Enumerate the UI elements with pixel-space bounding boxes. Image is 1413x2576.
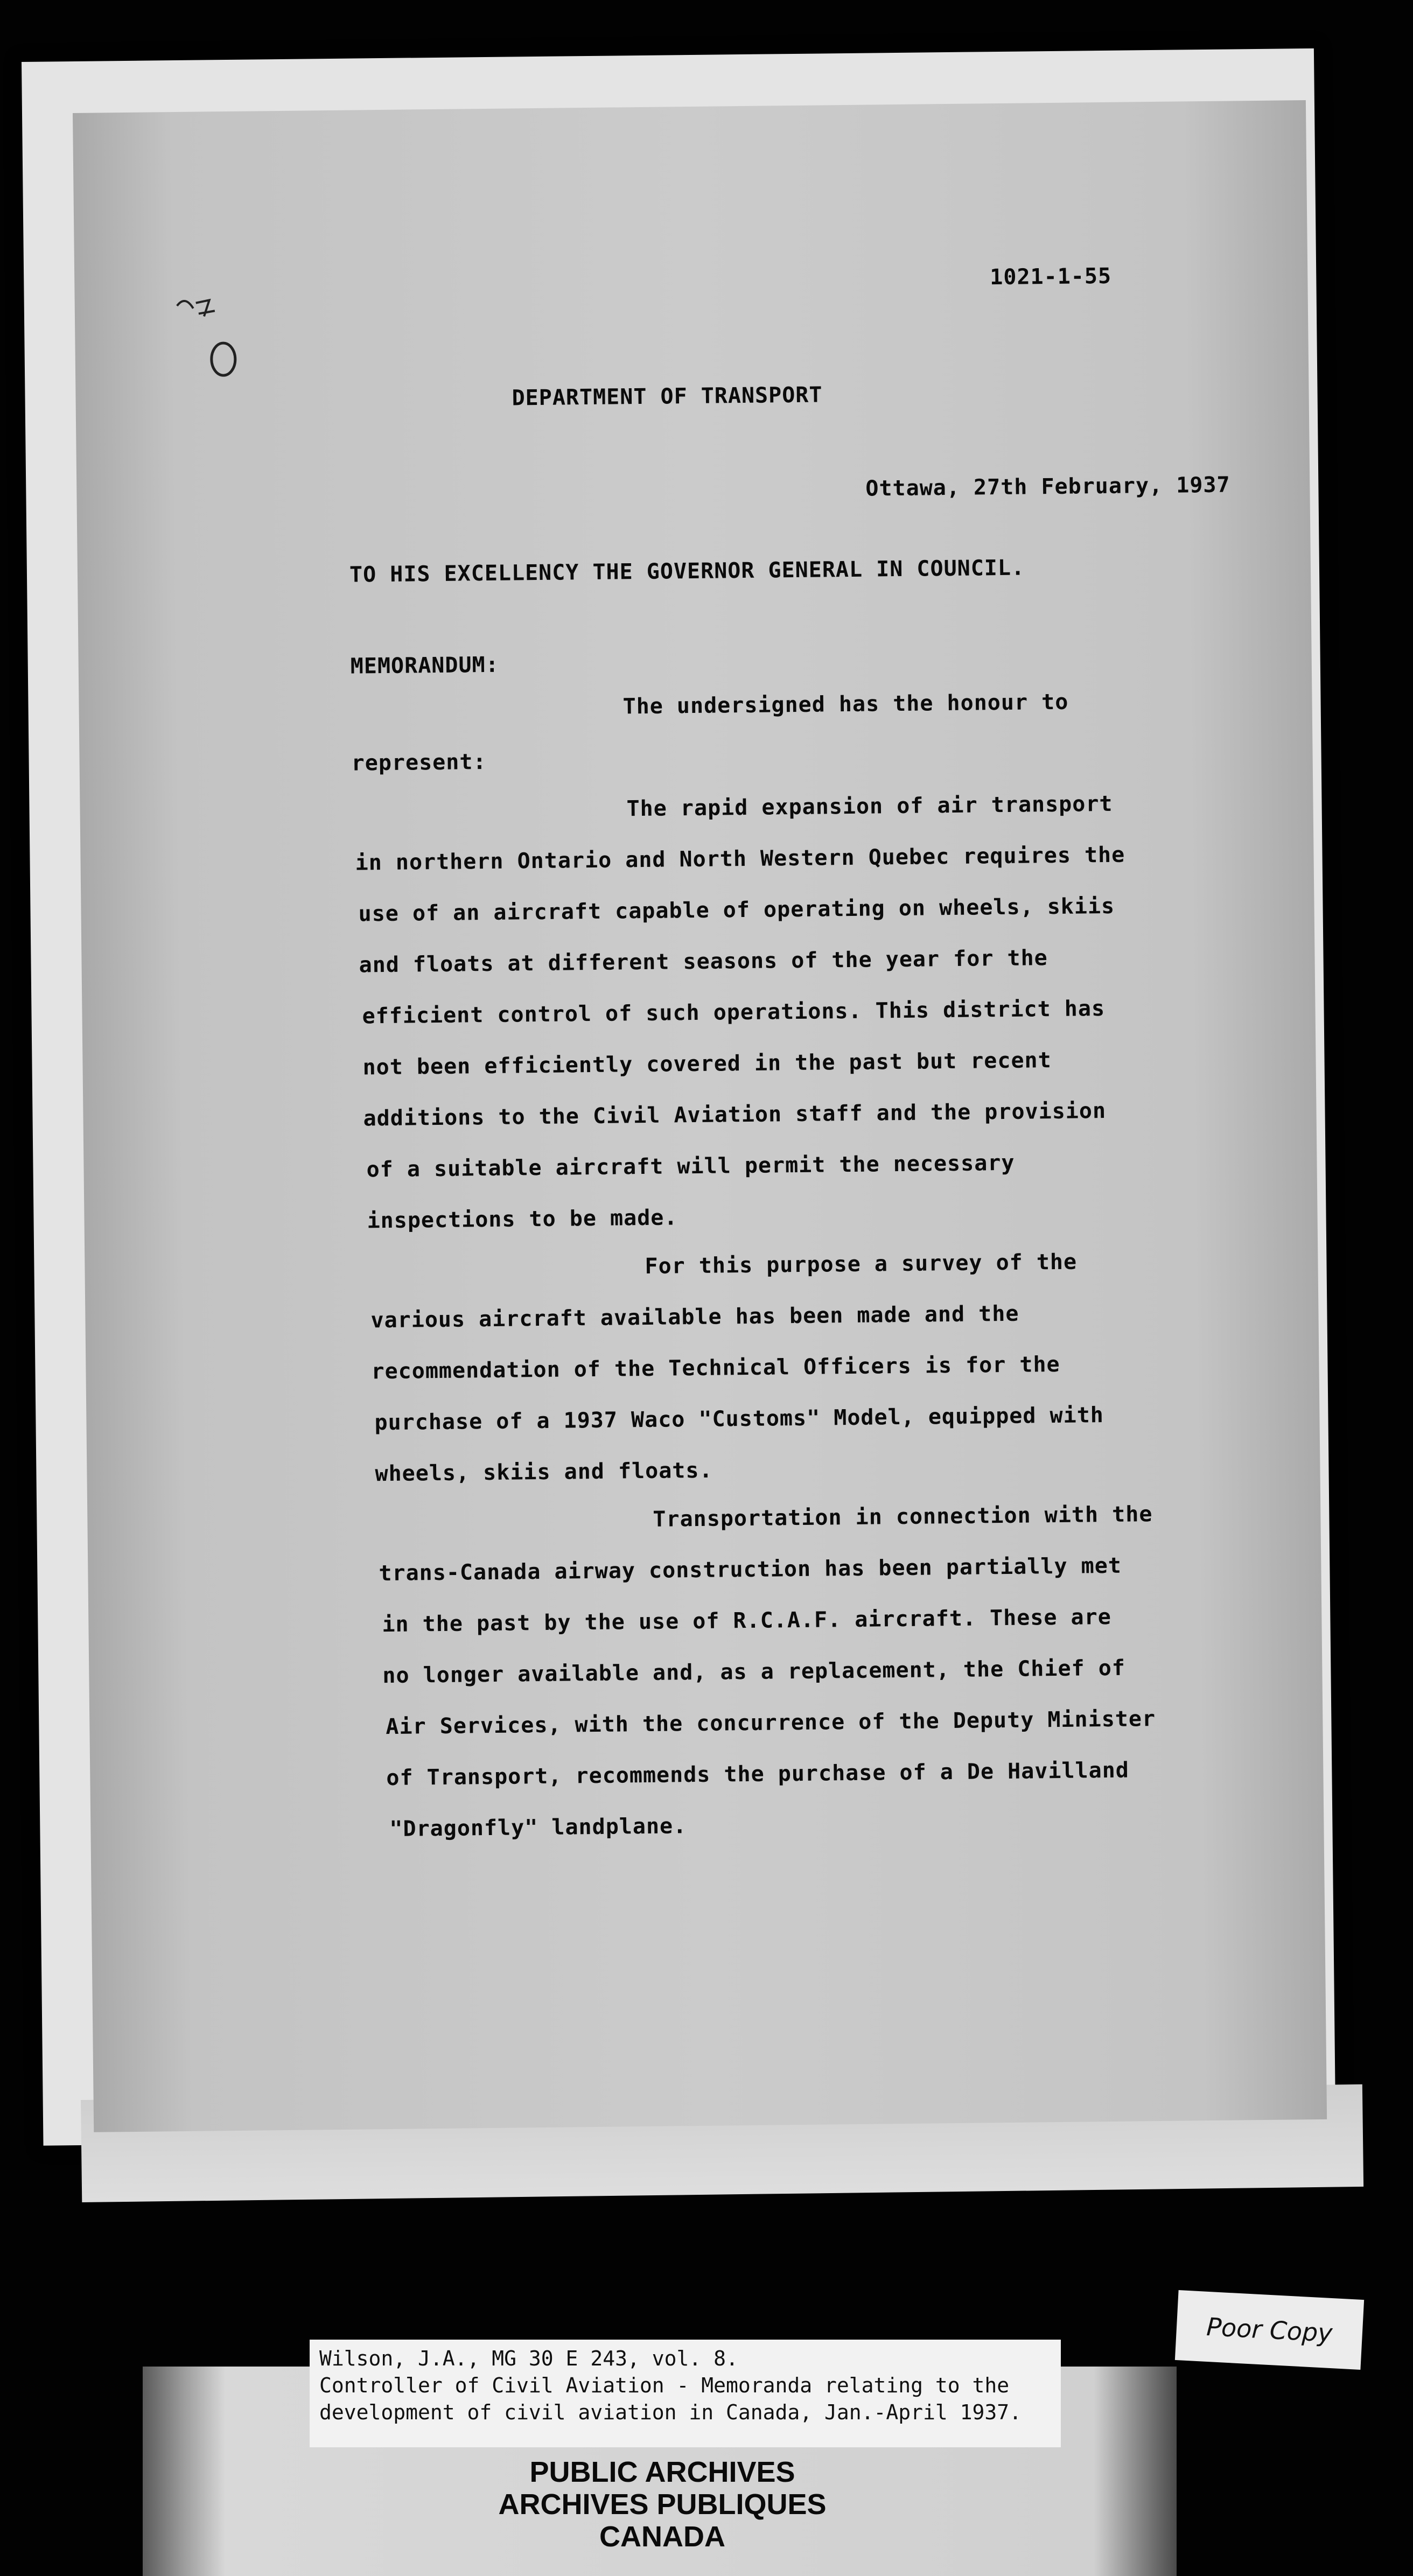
addressee-line: TO HIS EXCELLENCY THE GOVERNOR GENERAL IN COUNCIL. — [349, 555, 1025, 587]
file-number: 1021-1-55 — [990, 263, 1112, 290]
body-line: no longer available and, as a replacement, the Chief of — [382, 1655, 1126, 1689]
body-line: The undersigned has the honour to — [622, 689, 1069, 719]
body-line: of a suitable aircraft will permit the necessary — [366, 1150, 1015, 1182]
archives-stamp-line-3: CANADA — [599, 2521, 725, 2553]
caption-line: Wilson, J.A., MG 30 E 243, vol. 8. — [319, 2347, 738, 2370]
caption-line: development of civil aviation in Canada, Jan.-April 1937. — [319, 2400, 1022, 2424]
body-line: in the past by the use of R.C.A.F. aircraft. These are — [382, 1604, 1112, 1637]
body-line: wheels, skiis and floats. — [375, 1458, 713, 1487]
body-line: in northern Ontario and North Western Quebec requires the — [355, 842, 1125, 876]
document-sheet — [73, 100, 1327, 2132]
body-line: and floats at different seasons of the year for the — [359, 946, 1048, 978]
body-line: use of an aircraft capable of operating on wheels, skiis — [358, 893, 1115, 927]
poor-copy-note: Poor Copy — [1175, 2290, 1364, 2370]
body-line: various aircraft available has been made and the — [370, 1301, 1019, 1333]
body-line: of Transport, recommends the purchase of a De Havilland — [386, 1758, 1130, 1791]
body-line: not been efficiently covered in the past but recent — [362, 1048, 1052, 1080]
handwritten-margin-mark — [171, 284, 237, 392]
body-line: trans-Canada airway construction has been partially met — [379, 1553, 1122, 1586]
archival-caption-card — [310, 2340, 1061, 2447]
archives-stamp-line-1: PUBLIC ARCHIVES — [529, 2456, 795, 2488]
caption-line: Controller of Civil Aviation - Memoranda relating to the — [319, 2374, 1010, 2397]
body-line: additions to the Civil Aviation staff and the provision — [363, 1098, 1107, 1131]
body-line: Air Services, with the concurrence of the Deputy Minister — [386, 1706, 1156, 1740]
body-line: represent: — [351, 750, 487, 776]
body-line: inspections to be made. — [367, 1205, 678, 1234]
body-line: recommendation of the Technical Officers is for the — [371, 1352, 1060, 1384]
body-line: Transportation in connection with the — [653, 1502, 1153, 1532]
body-line: efficient control of such operations. This district has — [362, 996, 1106, 1029]
body-line: For this purpose a survey of the — [645, 1249, 1078, 1279]
date-line: Ottawa, 27th February, 1937 — [865, 472, 1230, 501]
archives-stamp-line-2: ARCHIVES PUBLIQUES — [498, 2488, 827, 2521]
memorandum-label: MEMORANDUM: — [350, 652, 499, 679]
body-line: The rapid expansion of air transport — [626, 791, 1113, 822]
body-line: purchase of a 1937 Waco "Customs" Model, equipped with — [374, 1403, 1104, 1436]
department-header: DEPARTMENT OF TRANSPORT — [512, 382, 823, 411]
body-line: "Dragonfly" landplane. — [389, 1814, 687, 1842]
